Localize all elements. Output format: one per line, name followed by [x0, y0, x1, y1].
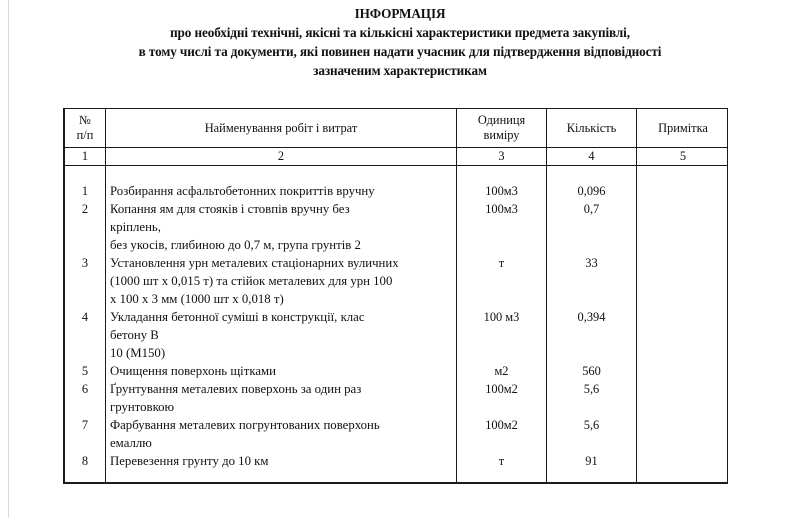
column-number-2: 2 [277, 148, 285, 163]
row-description-line: Ґрунтування металевих поверхонь за один раз [110, 382, 362, 396]
row-description-line: Перевезення грунту до 10 км [110, 454, 269, 468]
row-number: 6 [81, 382, 89, 396]
document-subtitle-line-2: в тому числі та документи, які повинен надати учасник для підтвердження відповідності [138, 44, 662, 59]
row-quantity: 5,6 [583, 418, 600, 432]
specification-table [63, 108, 728, 484]
column-number-4: 4 [588, 148, 595, 163]
row-description-line: 10 (М150) [110, 346, 166, 360]
row-number: 5 [81, 364, 89, 378]
document-title: ІНФОРМАЦІЯ [354, 6, 446, 21]
row-quantity: 33 [585, 256, 598, 270]
row-quantity: 91 [585, 454, 598, 468]
row-quantity: 0,394 [577, 310, 606, 324]
table-header-unit-line2: виміру [483, 128, 520, 142]
row-number: 3 [81, 256, 89, 270]
column-number-1: 1 [81, 148, 89, 163]
table-header-no-line2: п/п [76, 128, 94, 142]
row-unit: м2 [494, 364, 509, 378]
table-header-note: Примітка [658, 120, 708, 135]
row-description-line: кріплень, [110, 220, 161, 234]
table-header-quantity: Кількість [566, 120, 617, 135]
row-unit: т [498, 256, 505, 270]
row-unit: 100м3 [485, 184, 518, 198]
row-quantity: 0,7 [583, 202, 600, 216]
table-header-name: Найменування робіт і витрат [204, 120, 358, 135]
table-header-no-line1: № [79, 113, 91, 127]
document-heading [60, 4, 740, 80]
row-number: 8 [81, 454, 89, 468]
table-body [65, 165, 727, 482]
row-unit: 100м3 [485, 202, 518, 216]
row-unit: 100м2 [485, 382, 518, 396]
row-description-line: Установлення урн металевих стаціонарних вуличних [110, 256, 399, 270]
table-header-unit-line1: Одиниця [477, 113, 526, 127]
row-description-line: (1000 шт х 0,015 т) та стійок металевих для урн 100 [110, 274, 393, 288]
column-number-5: 5 [679, 148, 687, 163]
row-description-line: емаллю [110, 436, 152, 450]
row-description-line: грунтовкою [110, 400, 175, 414]
row-number: 2 [81, 202, 89, 216]
page-margin-rule [8, 0, 9, 518]
row-description-line: Фарбування металевих погрунтованих поверхонь [110, 418, 380, 432]
row-number: 7 [81, 418, 89, 432]
row-description-line: без укосів, глибиною до 0,7 м, група грунтів 2 [110, 238, 361, 252]
row-description-line: Копання ям для стояків і стовпів вручну без [110, 202, 350, 216]
document-subtitle-line-1: про необхідні технічні, якісні та кількісні характеристики предмета закупівлі, [170, 25, 630, 40]
row-description-line: Укладання бетонної суміші в конструкції, клас [110, 310, 365, 324]
row-description-line: Розбирання асфальтобетонних покриттів вручну [110, 184, 375, 198]
row-description-line: бетону В [110, 328, 159, 342]
row-description-line: х 100 х 3 мм (1000 шт х 0,018 т) [110, 292, 284, 306]
row-number: 1 [81, 184, 89, 198]
column-number-3: 3 [498, 148, 505, 163]
table-header-unit [457, 109, 546, 147]
row-quantity: 5,6 [583, 382, 600, 396]
table-header-no [65, 109, 105, 147]
row-unit: т [498, 454, 505, 468]
row-unit: 100 м3 [483, 310, 520, 324]
row-number: 4 [81, 310, 89, 324]
row-description-line: Очищення поверхонь щітками [110, 364, 276, 378]
row-unit: 100м2 [485, 418, 518, 432]
row-quantity: 560 [582, 364, 601, 378]
document-subtitle-line-3: зазначеним характеристикам [313, 63, 487, 78]
row-quantity: 0,096 [577, 184, 606, 198]
